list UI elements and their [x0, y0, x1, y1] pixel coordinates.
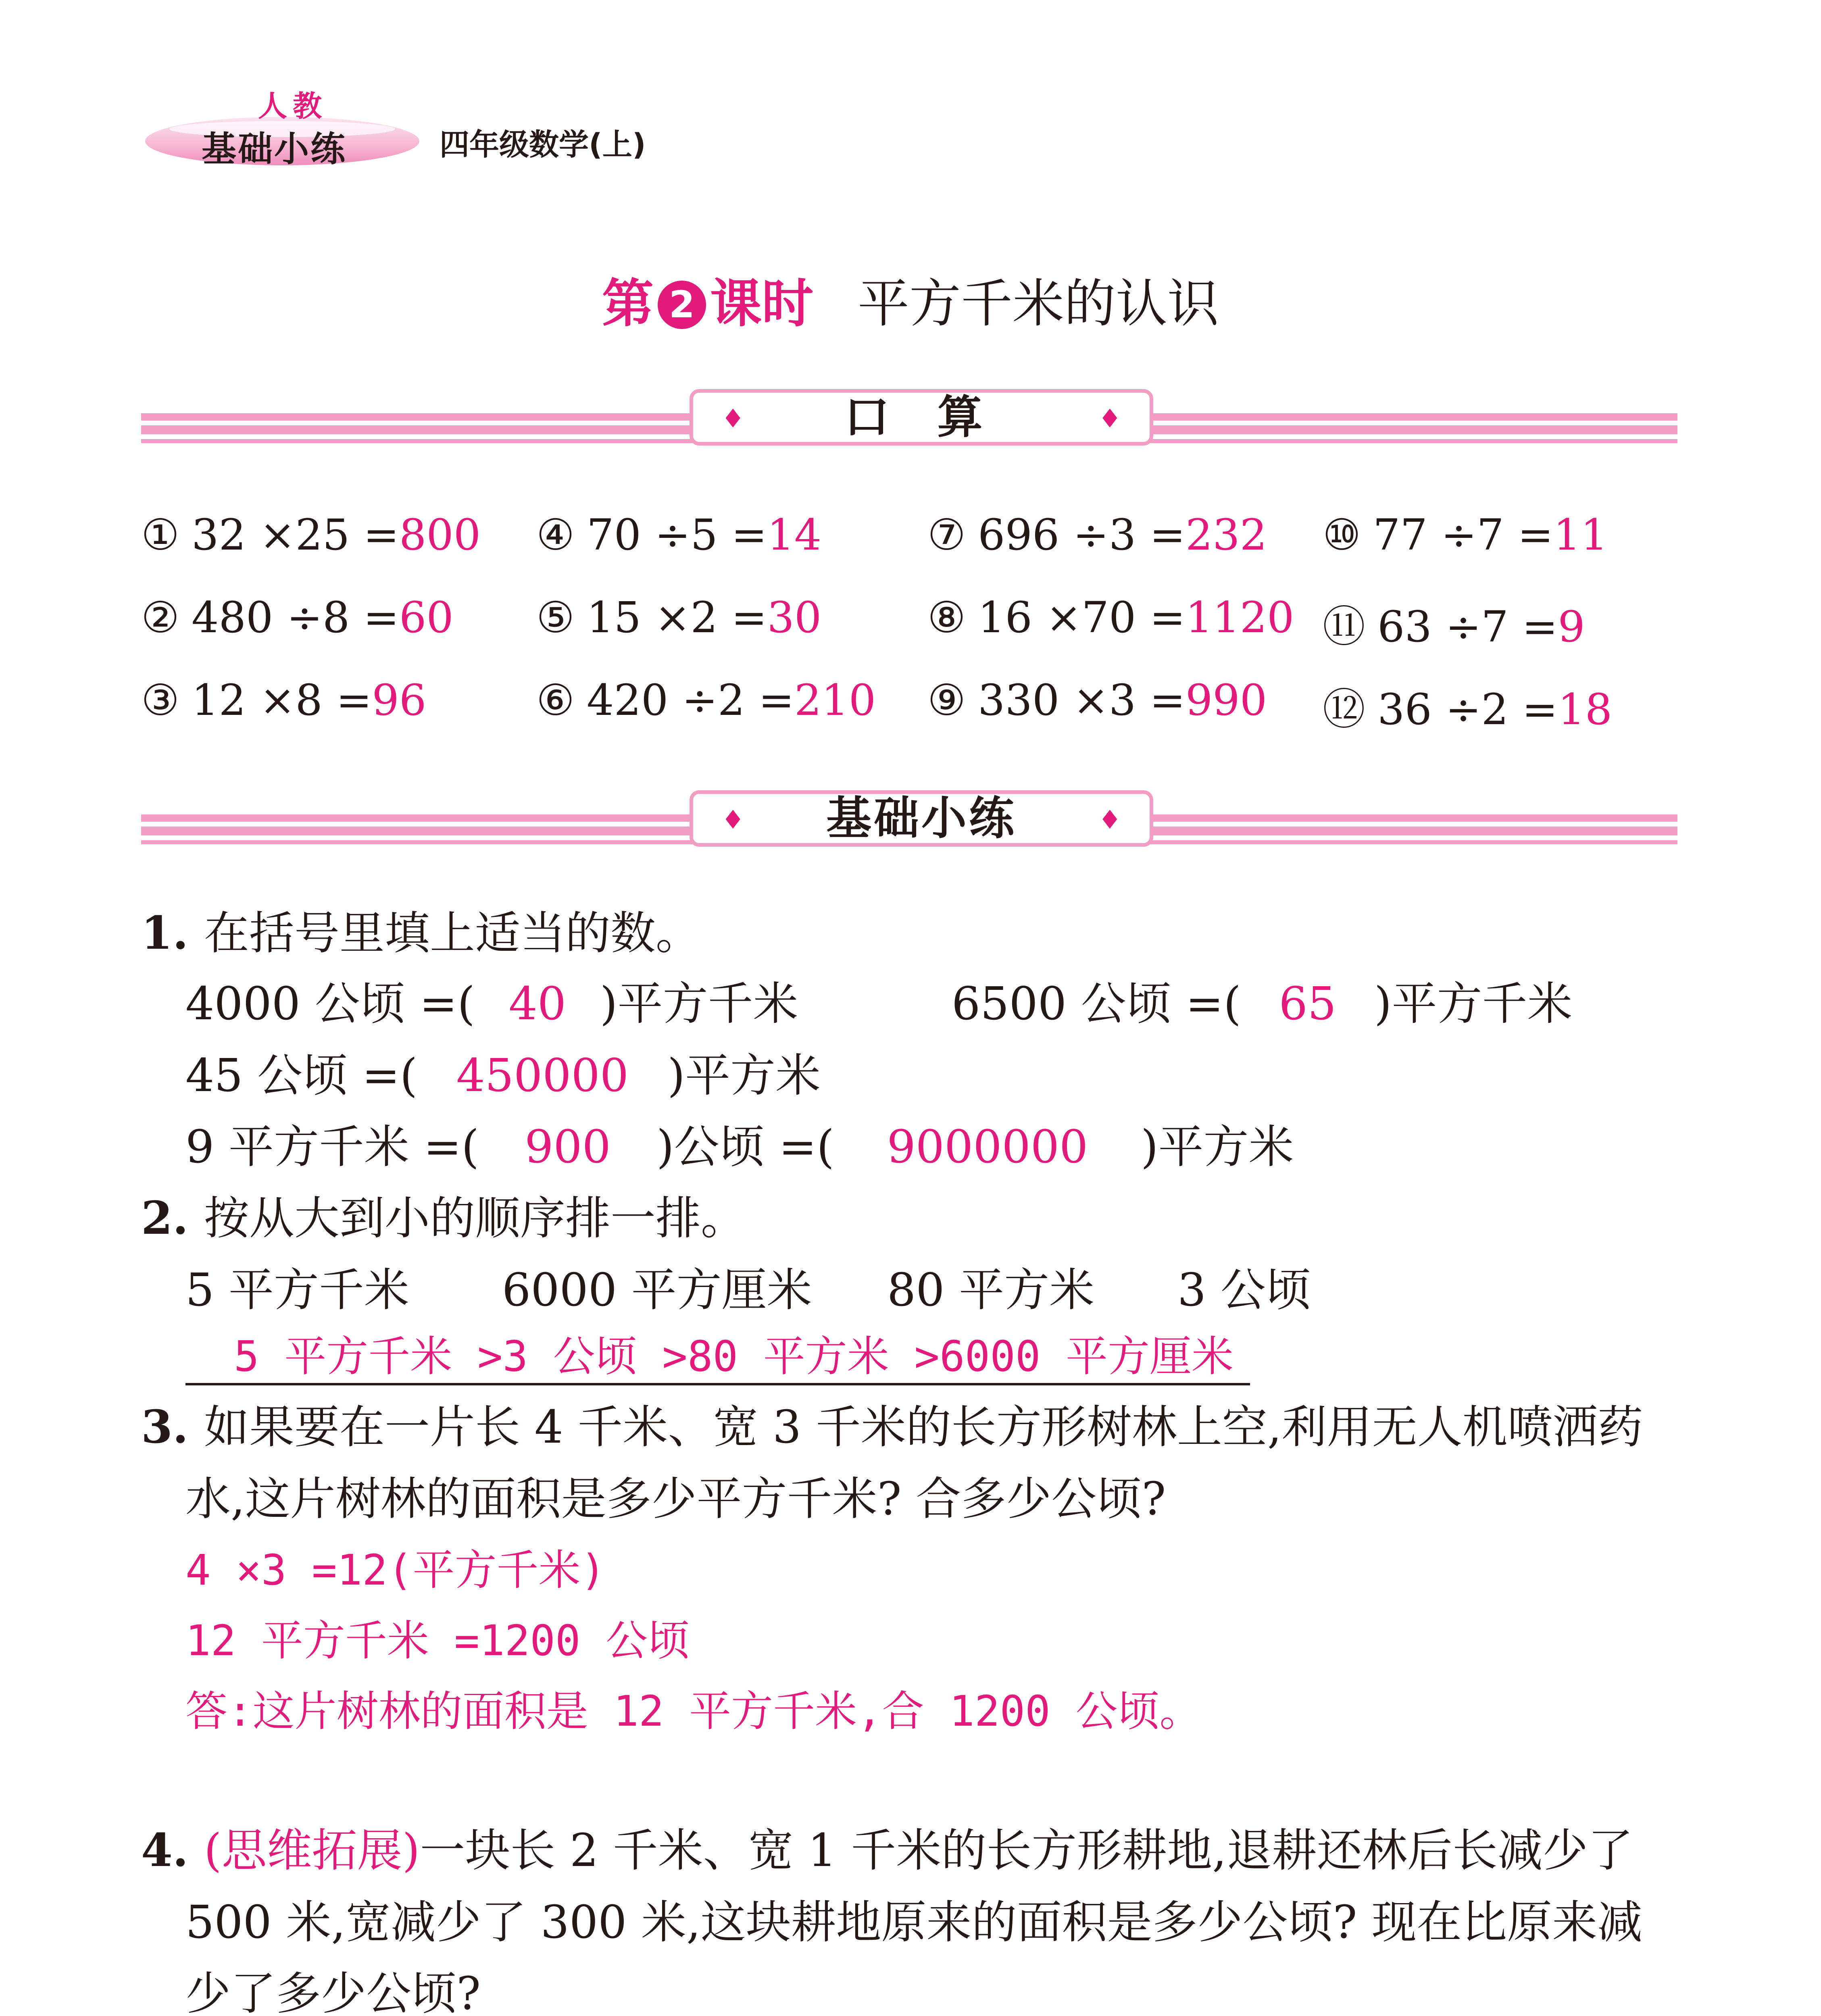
question-2-item: 6000 平方厘米: [502, 1264, 812, 1316]
calc-item: ⑧ 16 ×70 =1120: [927, 593, 1294, 642]
question-1-prompt: 1. 在括号里填上适当的数。: [141, 907, 701, 960]
question-4-line-2: 500 米,宽减少了 300 米,这块耕地原来的面积是多少公顷? 现在比原来减: [185, 1896, 1643, 1949]
lesson-name: 平方千米的认识: [858, 274, 1219, 334]
calc-item: ④ 70 ÷5 =14: [536, 510, 822, 560]
grade-subject: 四年级数学(上): [440, 127, 646, 162]
question-3-answer-3: 答:这片树林的面积是 12 平方千米,合 1200 公顷。: [185, 1687, 1202, 1736]
question-2-prompt: 2. 按从大到小的顺序排一排。: [141, 1192, 746, 1245]
lesson-number-badge: 2: [658, 281, 706, 329]
question-3-answer-2: 12 平方千米 =1200 公顷: [185, 1616, 690, 1665]
question-4-line-3: 少了多少公顷?: [185, 1968, 481, 2016]
calc-item: ⑦ 696 ÷3 =232: [927, 510, 1267, 560]
question-3-line-2: 水,这片树林的面积是多少平方千米? 合多少公顷?: [185, 1473, 1166, 1525]
lesson-suffix: 课时: [710, 274, 813, 334]
calc-item: ⑪ 63 ÷7 =9: [1323, 602, 1585, 652]
lesson-prefix: 第: [602, 274, 654, 334]
diamond-icon: ♦: [1098, 404, 1121, 434]
question-1-item-b: 6500 公顷 =( 65 )平方千米: [952, 978, 1573, 1030]
diamond-icon: ♦: [721, 404, 745, 434]
section-banner-oral: [690, 389, 1153, 446]
question-3-line-1: 3. 如果要在一片长 4 千米、宽 3 千米的长方形树林上空,利用无人机喷洒药: [141, 1401, 1643, 1454]
calc-item: ① 32 ×25 =800: [141, 510, 481, 560]
question-1-item-c: 45 公顷 =( 450000 )平方米: [185, 1050, 821, 1102]
lesson-title: [0, 262, 1821, 336]
question-2-item: 80 平方米: [887, 1264, 1095, 1316]
calc-item: ② 480 ÷8 =60: [141, 593, 454, 642]
section-title-basic: 基础小练: [826, 792, 1017, 845]
calc-item: ⑥ 420 ÷2 =210: [536, 675, 876, 725]
calc-item: ③ 12 ×8 =96: [141, 675, 427, 725]
question-1-item-a: 4000 公顷 =( 40 )平方千米: [185, 978, 798, 1030]
calc-item: ⑩ 77 ÷7 =11: [1323, 510, 1608, 560]
section-title-oral: 口 算: [844, 391, 999, 444]
calc-item: ⑤ 15 ×2 =30: [536, 593, 822, 642]
question-1-item-d: 9 平方千米 =( 900 )公顷 =( 9000000 )平方米: [185, 1121, 1294, 1173]
series-title: 基础小练: [202, 129, 347, 169]
question-2-item: 5 平方千米: [185, 1264, 409, 1316]
publisher-label: 人教: [258, 89, 328, 123]
calc-item: ⑨ 330 ×3 =990: [927, 675, 1267, 725]
section-banner-basic: [690, 790, 1153, 847]
diamond-icon: ♦: [1098, 805, 1121, 835]
calc-item: ⑫ 36 ÷2 =18: [1323, 685, 1613, 734]
question-3-answer-1: 4 ×3 =12(平方千米): [185, 1545, 606, 1595]
question-2-item: 3 公顷: [1177, 1264, 1311, 1316]
diamond-icon: ♦: [721, 805, 745, 835]
question-2-answer: 5 平方千米 >3 公顷 >80 平方米 >6000 平方厘米: [185, 1322, 1250, 1385]
question-4-line-1: 4. (思维拓展)一块长 2 千米、宽 1 千米的长方形耕地,退耕还林后长减少了: [141, 1824, 1633, 1877]
